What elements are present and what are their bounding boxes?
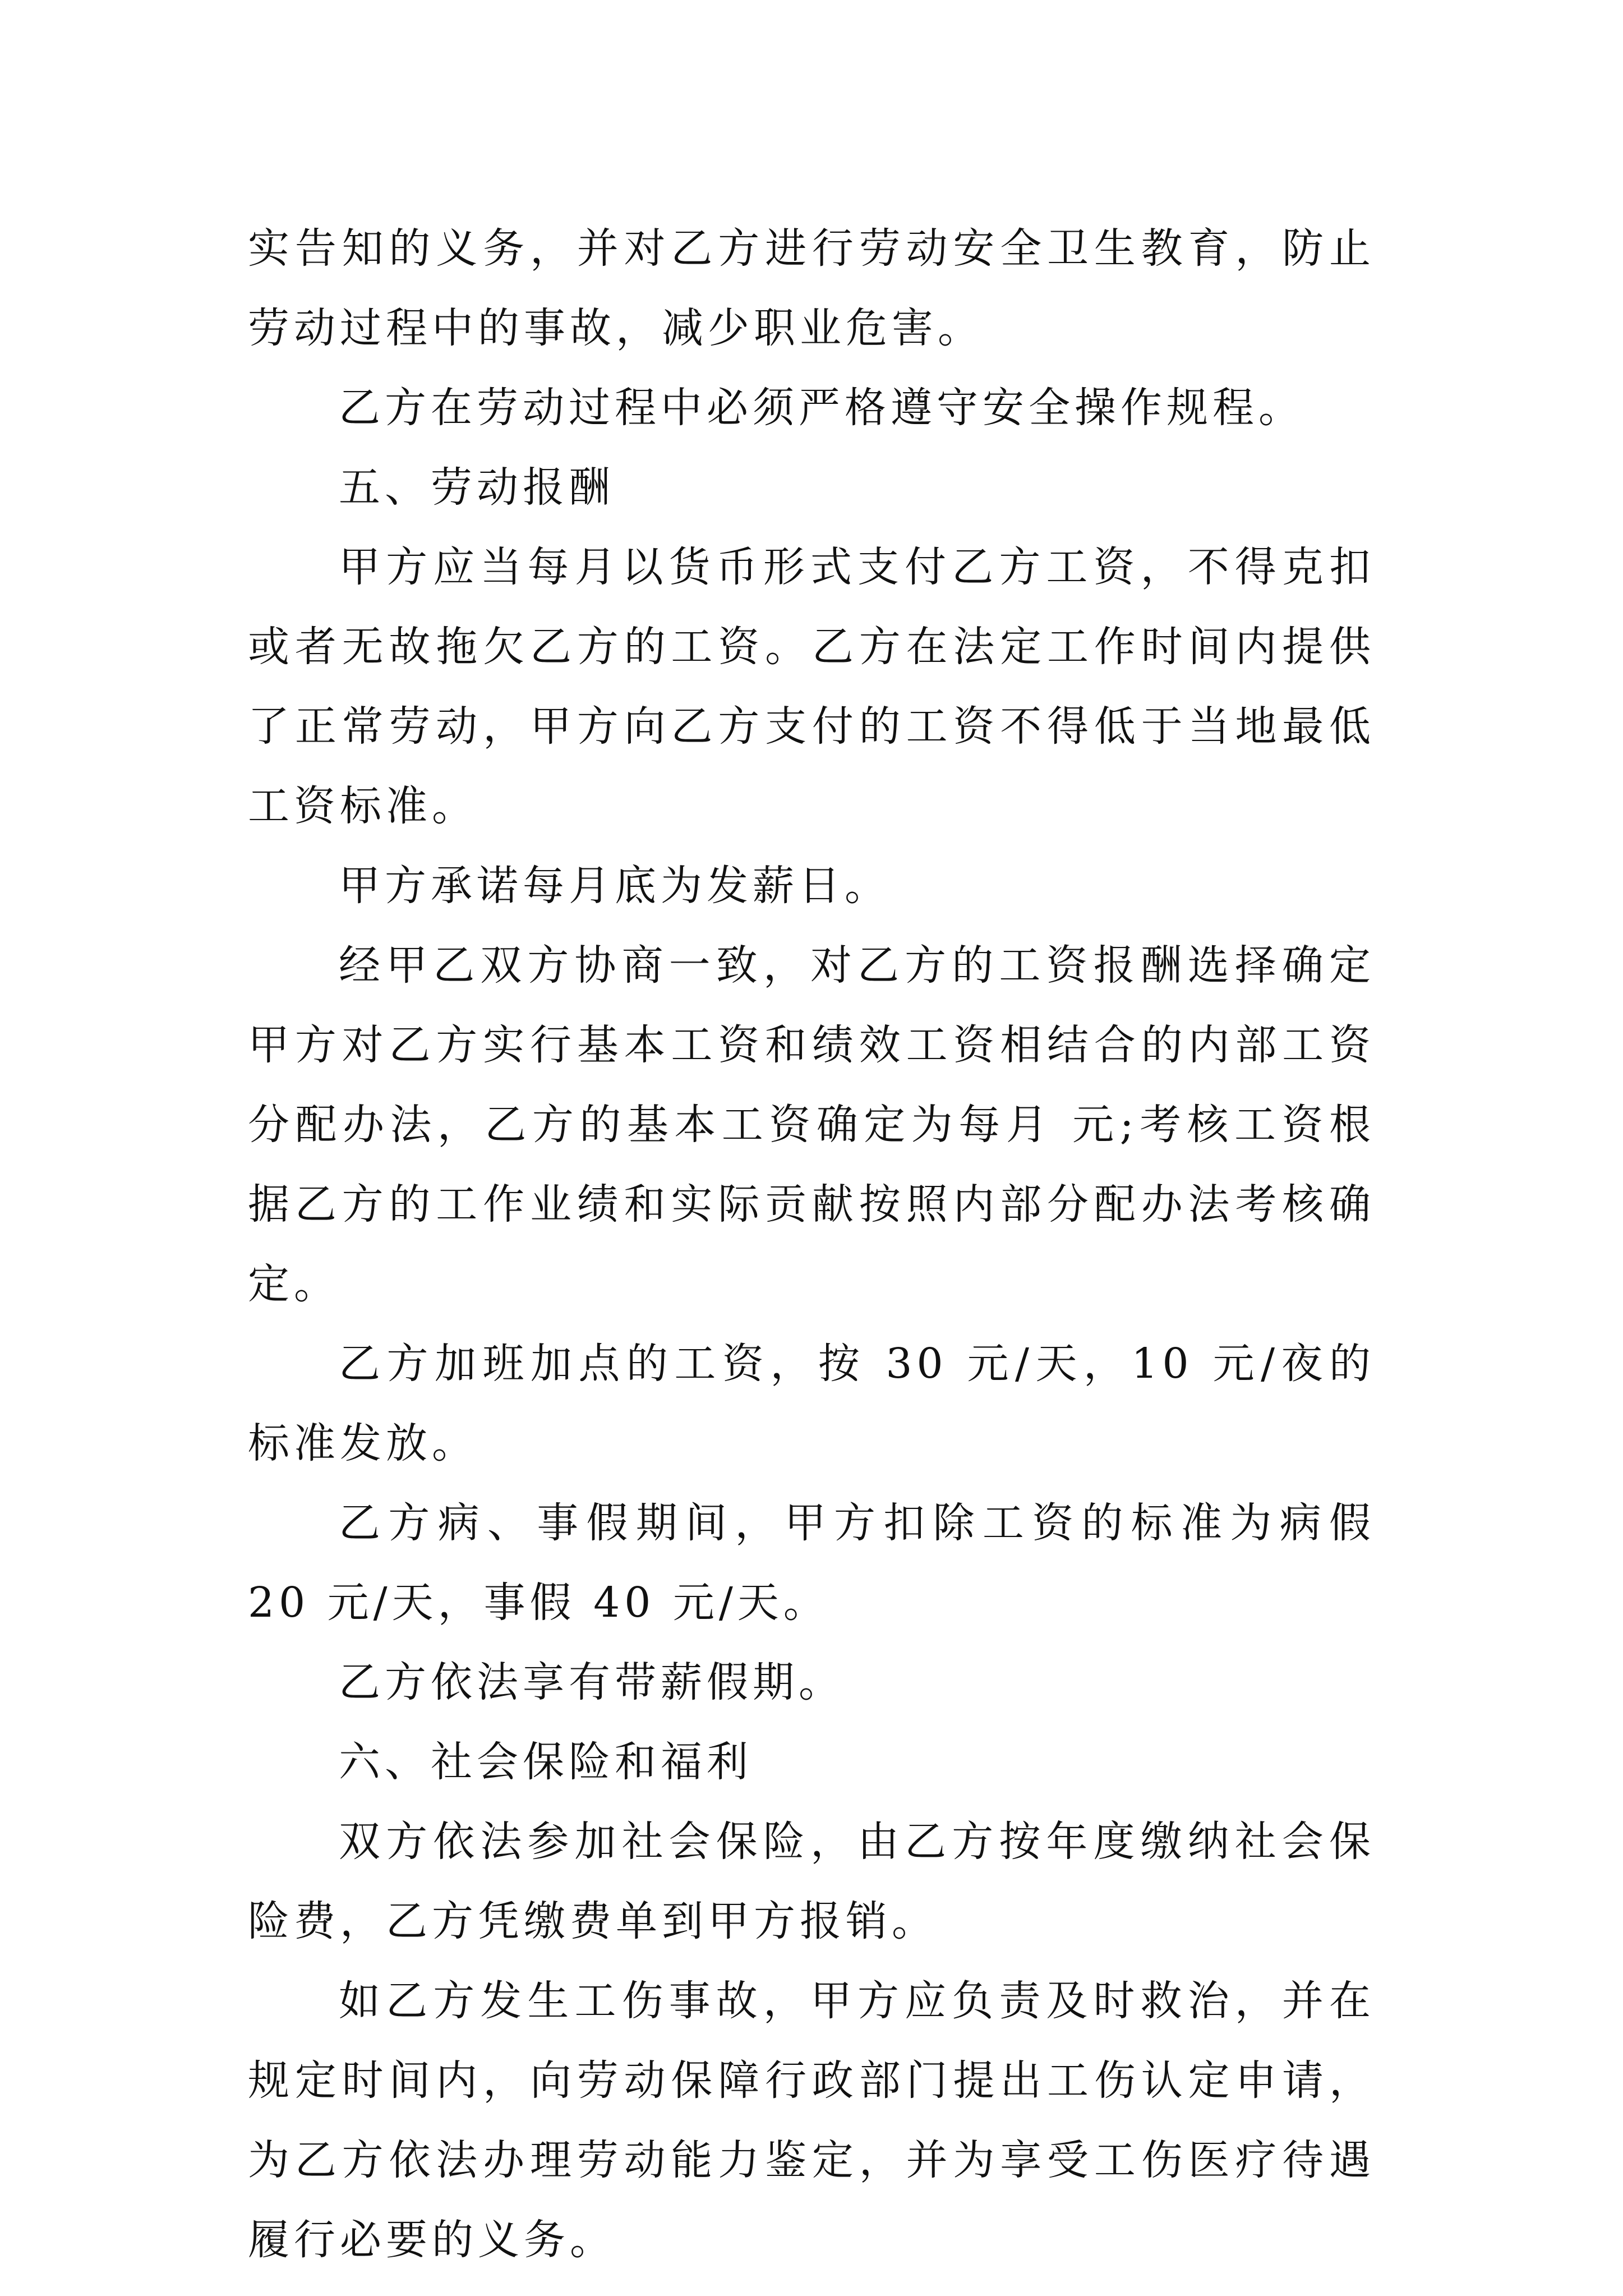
section-heading-remuneration: 五、劳动报酬	[339, 463, 615, 512]
paragraph-wage-structure: 经甲乙双方协商一致，对乙方的工资报酬选择确定甲方对乙方实行基本工资和绩效工资相结合的内部工资分配办法，乙方的基本工资确定为每月 元;考核工资根据乙方的工作业绩和实际贡献按照内部分配办法考核确定。	[248, 941, 1375, 1308]
paragraph-social-insurance: 双方依法参加社会保险，由乙方按年度缴纳社会保险费，乙方凭缴费单到甲方报销。	[248, 1818, 1375, 1945]
document-body	[248, 209, 1375, 2280]
paragraph-overtime-pay: 乙方加班加点的工资，按 30 元/天，10 元/夜的标准发放。	[248, 1340, 1375, 1467]
paragraph-wage-payment: 甲方应当每月以货币形式支付乙方工资，不得克扣或者无故拖欠乙方的工资。乙方在法定工作时间内提供了正常劳动，甲方向乙方支付的工资不得低于当地最低工资标准。	[248, 543, 1375, 830]
paragraph-leave-deduction: 乙方病、事假期间，甲方扣除工资的标准为病假 20 元/天，事假 40 元/天。	[248, 1499, 1375, 1627]
section-heading-social-insurance: 六、社会保险和福利	[339, 1738, 753, 1786]
paragraph-work-injury: 如乙方发生工伤事故，甲方应负责及时救治，并在规定时间内，向劳动保障行政部门提出工伤认定申请，为乙方依法办理劳动能力鉴定，并为享受工伤医疗待遇履行必要的义务。	[248, 1977, 1375, 2264]
paragraph-safety-education-continued: 实告知的义务，并对乙方进行劳动安全卫生教育，防止劳动过程中的事故，减少职业危害。	[248, 224, 1375, 352]
paragraph-payday: 甲方承诺每月底为发薪日。	[339, 862, 891, 910]
paragraph-safety-rules: 乙方在劳动过程中必须严格遵守安全操作规程。	[339, 384, 1304, 432]
paragraph-paid-leave: 乙方依法享有带薪假期。	[339, 1658, 845, 1706]
